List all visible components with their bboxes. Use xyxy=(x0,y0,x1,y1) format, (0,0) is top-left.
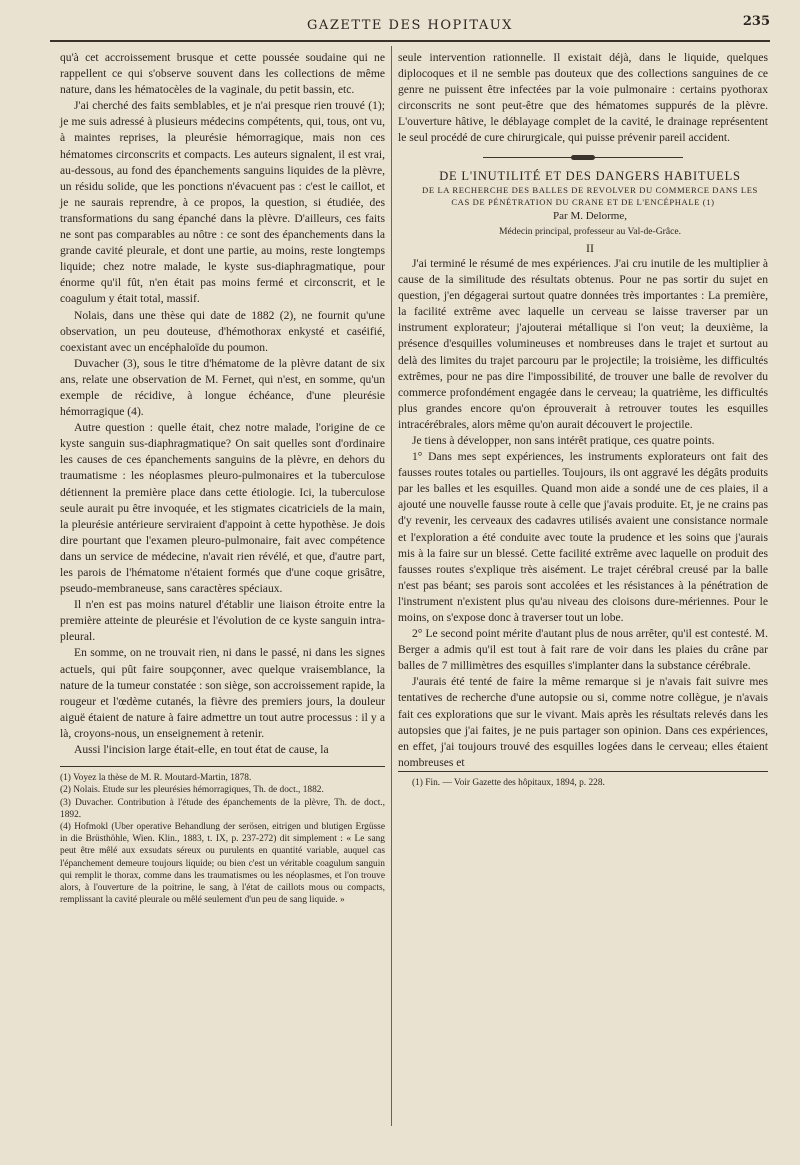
paragraph: Il n'en est pas moins naturel d'établir une liaison étroite entre la première atteinte de pleurésie et l'évolution de ce kyste sanguin intra-pleural. xyxy=(60,598,385,644)
footnote: (1) Voyez la thèse de M. R. Moutard-Martin, 1878. xyxy=(60,773,252,784)
article-subtitle: DE LA RECHERCHE DES BALLES DE REVOLVER DU COMMERCE DANS LES CAS DE PÉNÉTRATION DU CRANE ET DE L'ENCÉPHALE (1) xyxy=(422,184,758,207)
footnote: (2) Nolais. Etude sur les pleurésies hémorragiques, Th. de doct., 1882. xyxy=(60,785,324,796)
paragraph: seule intervention rationnelle. Il existait déjà, dans le liquide, quelques diplocoques et il ne semble pas douteux que des collections sanguines de ce genre ne puissent être infectées par la voie pulmonaire : certains pyothorax circonscrits ne sont peut-être que des hématomes suppurés de la plèvre. L'ouverture hâtive, le déblayage complet de la cavité, le drainage représentent le seul procédé de cure chirurgicale, qui puisse prévenir pareil accident. xyxy=(398,51,768,145)
left-column xyxy=(60,50,385,906)
page-header xyxy=(50,14,770,42)
page-number: 235 xyxy=(742,14,770,29)
paragraph: J'ai terminé le résumé de mes expériences. J'ai cru inutile de les multiplier à cause de la similitude des résultats obtenus. Pour ne pas sortir du sujet en question, j'en dégagerai surtout quatre données très importantes : La première, la facilité extrême avec laquelle un cerveau se laisse traverser par un instrument explorateur; j'ajouterai métallique si l'on veut; la deuxième, la présence d'esquilles volumineuses et nombreuses dans le trajet et surtout au delà des limites du trajet parcouru par le projectile; la troisième, les difficultés extrêmes, pour ne pas dire l'impossibilité, de trouver une balle de revolver du commerce profondément engagée dans le cerveau; la quatrième, les difficultés plus grandes encore qu'on éprouverait à retrouver toutes les esquilles intracérébrales, alors même qu'on aurait découvert le projectile. xyxy=(398,256,768,431)
paragraph: Je tiens à développer, non sans intérêt pratique, ces quatre points. xyxy=(412,433,715,447)
footnote: (3) Duvacher. Contribution à l'étude des épanchements de la plèvre, Th. de doct., 1892. xyxy=(60,797,385,820)
paragraph: Autre question : quelle était, chez notre malade, l'origine de ce kyste sanguin sus-diaphragmatique? On sait quelles sont d'ordinaire les causes de ces épanchements sanguins de la plèvre, en dehors du traumatisme : les néoplasmes pleuro-pulmonaires et la tuberculose détiennent la première place dans cette étiologie. Ici, la tuberculose seule aurait pu être invoquée, et les stigmates cicatriciels de la main, la pleurésie antérieure serviraient d'appoint à cette hypothèse. Je dois dire pourtant que l'examen pleuro-pulmonaire, fait avec compétence dans un service de médecine, n'avait rien révélé, et que, d'autre part, les parois de l'hématome n'étaient formés que d'une coque grisâtre, pseudo-membraneuse, sans caractères spéciaux. xyxy=(60,421,385,596)
paragraph: Nolais, dans une thèse qui date de 1882 (2), ne fournit qu'une observation, un peu douteuse, d'hémothorax enkysté et caséifié, coexistant avec un encéphaloïde du poumon. xyxy=(60,308,385,354)
right-column xyxy=(398,50,768,789)
paragraph: En somme, on ne trouvait rien, ni dans le passé, ni dans les signes actuels, qui pût faire soupçonner, avec quelque vraisemblance, la nature de la tumeur constatée : son siège, son accroissement rapide, la rougeur et l'œdème cutanés, la fièvre des premiers jours, la douleur aiguë étaient de nature à faire admettre un tout autre processus : il y a là, croyons-nous, un enseignement à retenir. xyxy=(60,646,385,740)
journal-title: GAZETTE DES HOPITAUX xyxy=(307,18,513,33)
paragraph: J'ai cherché des faits semblables, et je n'ai presque rien trouvé (1); je me suis adressé à plusieurs médecins compétents, qui, tous, ont vu, à maintes reprises, la pleurésie hémorragique, mais non ces hématomes circonscrits et compacts. Les auteurs signalent, il est vrai, au-dessous, au fond des épanchements sanguins liquides de la plèvre, un résidu solide, que les ponctions n'évacuent pas : c'est le caillot, et je ne saurais reprendre, à ce propos, la question, si étudiée, des transformations du sang épanché dans la plèvre. D'ailleurs, ces faits ne sont pas comparables au nôtre : ce sont des épanchements dans la grande cavité pleurale, et dont une partie, au moins, reste longtemps liquide; chez notre malade, le kyste sus-diaphragmatique, pour énorme qu'il fût, n'en était pas moins fermé et circonscrit, et le coagulum y était total, massif. xyxy=(60,99,385,306)
footnotes xyxy=(60,766,385,906)
paragraph: qu'à cet accroissement brusque et cette poussée soudaine qui ne rappellent ce qui s'observe souvent dans les collections de même nature, dans les hématocèles de la vaginale, du petit bassin, etc. xyxy=(60,51,385,97)
section-number: II xyxy=(586,240,594,255)
article-footnote: (1) Fin. — Voir Gazette des hôpitaux, 1894, p. 228. xyxy=(398,771,768,789)
article-author: Par M. Delorme, xyxy=(553,209,627,222)
column-divider xyxy=(391,46,392,1126)
paragraph: 1° Dans mes sept expériences, les instruments explorateurs ont fait des fausses routes totales ou partielles. Toujours, ils ont aggravé les dégâts produits par les balles et les esquilles. Quand mon aide a sondé une de ces plaies, il a ajouté une nouvelle fausse route à celle que j'avais produite. Et, je ne crains pas d'y revenir, les cerveaux des cadavres utilisés avaient une consistance normale et l'exploration a été conduite avec toute la prudence et les soins que j'aurais mis à la faire sur un blessé. Cette facilité extrême avec laquelle on produit des fausses routes s'explique très aisément. Le trajet cérébral creusé par la balle n'est pas béant; ses parois sont accolées et les résistances à la pénétration de l'instrument n'existent plus qu'au niveau des cloisons dure-mériennes. Pour le moins, on s'expose donc à traverser tout un lobe. xyxy=(398,450,768,624)
paragraph: 2° Le second point mérite d'autant plus de nous arrêter, qu'il est contesté. M. Berger a admis qu'il est tout à fait rare de voir dans les plaies du crâne par balles de 7 millimètres des esquilles s'implanter dans la substance cérébrale. xyxy=(398,627,768,673)
paragraph: J'aurais été tenté de faire la même remarque si je n'avais fait suivre mes tentatives de recherche d'une autopsie ou si, comme notre collègue, je n'avais fait ces explorations que sur le vivant. Mais après les résultats relevés dans les autopsies que j'ai faites, je ne puis partager son opinion. Dans ces expériences, en effet, j'ai toujours trouvé des esquilles logées dans le cerveau; elles étaient nombreuses et xyxy=(398,675,768,769)
paragraph: Duvacher (3), sous le titre d'hématome de la plèvre datant de six ans, relate une observation de M. Fernet, qui n'est, en somme, qu'un exemple de récidive, à longue échéance, d'une pleurésie hémorragique (4). xyxy=(60,356,385,419)
author-role: Médecin principal, professeur au Val-de-Grâce. xyxy=(498,225,682,237)
section-separator xyxy=(483,157,683,158)
footnote: (4) Hofmokl (Uber operative Behandlung der serösen, eitrigen und blutigen Ergüsse in die Brüsthöhle, Wien. Klin., 1883, t. IX, p. 237-272) dit simplement : « Le sang peut être mêlé aux exsudats séreux ou purulents en quantité variable, auquel cas l'épanchement demeure toujours liquide; ou bien c'est un véritable coagulum sanguin qui remplit le thorax, comme dans les traumatismes ou les néoplasmes, et l'on trouve alors, à l'ouverture de la poitrine, le sang, à l'état de caillots mous ou compacts, remplissant la cavité pleurale ou mêlé seulement d'un peu de sang liquide. » xyxy=(60,821,385,906)
paragraph: Aussi l'incision large était-elle, en tout état de cause, la xyxy=(74,743,329,757)
article-title: DE L'INUTILITÉ ET DES DANGERS HABITUELS xyxy=(439,168,741,183)
